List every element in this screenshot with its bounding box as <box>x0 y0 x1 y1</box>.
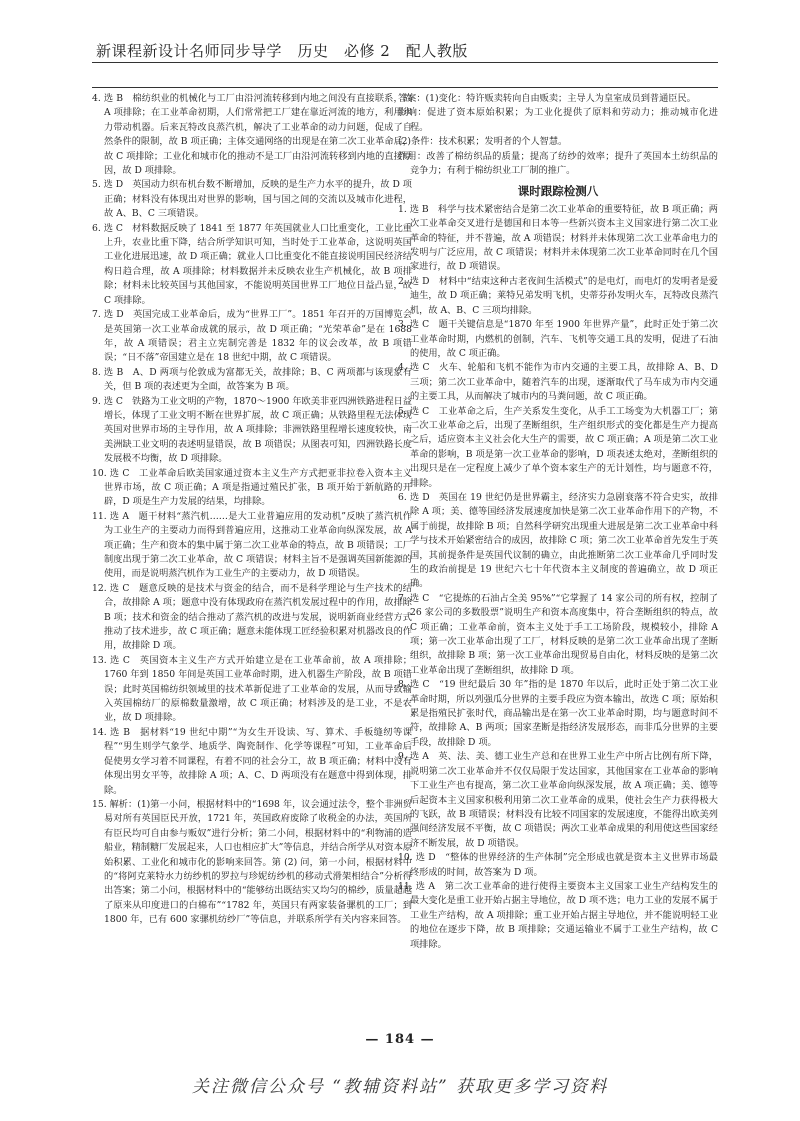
answer-item: 6. 选 C 材料数据反映了 1841 至 1877 年英国就业人口比重变化，工业比重上升，农业比重下降，结合所学知识可知，当时处于工业革命，这说明英国工业化进展迅速，故 D 项正确；就业人口比重变化不能直接说明国民经济结构日趋合理，故 A 项排除；材料数据并未反映农业生产机械化，故 B 项排除；材料未比较英国与其他国家，不能说明英国世界工厂地位日益凸显，故 C 项排除。 <box>92 222 412 306</box>
answer-item: 14. 选 B 据材料“19 世纪中期”“为女生开设读、写、算术、手板缝纫等课程”“男生则学气象学、地质学、陶瓷制作、化学等课程”可知，工业革命后促使男女学习着不同课程，有着不同的社会分工，故 B 项正确；材料中没有体现出男女平等，故排除 A 项；A、C、D 两项没有在题意中得到体现，排除。 <box>92 726 412 796</box>
footer-watermark: 关注微信公众号 “教辅资料站” 获取更多学习资料 <box>191 1077 609 1097</box>
answer-item: 11. 选 A 第二次工业革命的进行使得主要资本主义国家工业生产结构发生的最大变化是重工业开始占据主导地位，故 D 项不选；电力工业的发展不属于工业生产结构，故 A 项排除；重工业开始占据主导地位，并不能说明轻工业的地位在逐步下降，故 B 项排除；交通运输业不属于工业生产结构，故 C 项排除。 <box>398 880 718 950</box>
answer-item: 2. 选 D 材料中“结束这种古老夜间生活模式”的是电灯，而电灯的发明者是爱迪生，故 D 项正确；莱特兄弟发明飞机，史蒂芬孙发明火车，瓦特改良蒸汽机，故 A、B、C 三项均排除。 <box>398 275 718 316</box>
answer-item: 8. 选 B A、D 两项与伦敦成为富都无关，故排除；B、C 两项都与该现象有关，但 B 项的表述更为全面，故答案为 B 项。 <box>92 366 412 393</box>
page-number: — 184 — <box>365 1032 435 1047</box>
left-column <box>92 92 412 928</box>
answer-item: 7. 选 C “它提炼的石油占全美 95%”“它掌握了 14 家公司的所有权，控制了 26 家公司的多数股票”说明生产和资本高度集中，符合垄断组织的特点，故 C 项正确；工业革命前，资本主义处于手工工场阶段，规模较小，排除 A 项；第一次工业革命出现了工厂，材料反映的是第二次工业革命出现了垄断组织，故排除 B 项；第一次工业革命出现贸易自由化，材料反映的是第二次工业革命出现了垄断组织，故排除 D 项。 <box>398 592 718 676</box>
answer-item: 11. 选 A 题干材料“蒸汽机……是大工业普遍应用的发动机”反映了蒸汽机作为工业生产的主要动力而得到普遍应用，这推动工业革命向纵深发展，故 A 项正确；生产和资本的集中属于第二次工业革命的特点，故 B 项错误；工厂制度出现于第二次工业革命，故 C 项错误；材料主旨不是强调英国新能源的使用，而是说明蒸汽机作为工业生产的主要动力，故 D 项错误。 <box>92 510 412 580</box>
answer-item: 10. 选 D “整体的世界经济的生产体制”完全形成也就是资本主义世界市场最终形成的时间，故答案为 D 项。 <box>398 852 718 878</box>
answer-item: 12. 选 C 题意反映的是技术与资金的结合，而不是科学理论与生产技术的结合，故排除 A 项；题意中没有体现政府在蒸汽机发展过程中的作用，故排除 B 项；技术和资金的结合推动了蒸汽机的改进与发展，说明新商业经营方式推动了技术进步，故 C 项正确；题意未能体现工匠经验积累对机器改良的作用，故排除 D 项。 <box>92 582 412 652</box>
right-column <box>398 92 718 952</box>
answer-item: 6. 选 D 英国在 19 世纪仍是世界霸主，经济实力急剧衰落不符合史实，故排除 A 项；美、德等国经济发展速度加快是第二次工业革命作用下的产物，不属于前提，故排除 B 项；自然科学研究出现重大进展是第二次工业革命中科学与技术开始紧密结合的成因，故排除 C 项；第二次工业革命首先发生于英国，其前提条件是英国代议制的确立，由此推断第二次工业革命几乎同时发生的政治前提是 19 世纪六七十年代资本主义制度的普遍确立，故 D 项正确。 <box>398 491 718 590</box>
answer-text: 答案：(1)变化：特许贩卖转向自由贩卖；主导人为皇室成员到普通臣民。 <box>398 93 696 104</box>
answer-text: 作用：改善了棉纺织品的质量；提高了纺纱的效率；提升了英国本土纺织品的竞争力；有利于棉纺织业工厂制的推广。 <box>398 150 718 177</box>
answer-item: 1. 选 B 科学与技术紧密结合是第二次工业革命的重要特征，故 B 项正确；两次工业革命交叉进行是德国和日本等一些新兴资本主义国家进行第二次工业革命的特征，并不普遍，故 A 项错误；材料并未体现第二次工业革命电力的发明与广泛应用，故 C 项错误；材料并未体现第二次工业革命同时在几个国家进行，故 D 项错误。 <box>398 203 718 273</box>
answer-item: 10. 选 C 工业革命后欧美国家通过资本主义生产方式把亚非拉卷入资本主义世界市场，故 C 项正确；A 项是指通过殖民扩张，B 项开始于新航路的开辟，D 项是生产力发展的结果，均排除。 <box>92 467 412 508</box>
answer-item: 15. 解析：(1)第一小问，根据材料中的“1698 年，议会通过法令，整个非洲贸易对所有英国臣民开放，1721 年，英国政府废除了收税金的办法，英国所有臣民均可自由参与贩奴”进行分析；第二小问，根据材料中的“利物浦的造船业，精制糖厂发展起来，人口也相应扩大”等信息，并结合所学从对资本原始积累、工业化和城市化的影响来回答。第 (2) 问，第一小问，根据材料中的“将阿克莱特水力纺纱机的罗拉与珍妮纺纱机的移动式滑架相结合”分析得出答案；第二小问，根据材料中的“能够纺出既结实又均匀的棉纱，质量超越了原来从印度进口的白棉布”“1782 年，英国只有两家装备骡机的工厂；到 1800 年，已有 600 家骡机纺纱厂”等信息，并联系所学有关内容来回答。 <box>92 798 412 926</box>
answer-item: 8. 选 C “19 世纪最后 30 年”指的是 1870 年以后，此时正处于第二次工业革命时期，所以列强瓜分世界的主要手段应为资本输出，故选 C 项；原始积累是指殖民扩张时代，商品输出是在第一次工业革命时期，均与题意时间不符，故排除 A、B 两项；国家垄断是指经济发展形态，而非瓜分世界的主要手段，故排除 D 项。 <box>398 679 718 748</box>
answer-item: 4. 选 B 棉纺织业的机械化与工厂由沿河流转移到内地之间没有直接联系，故 A 项排除；在工业革命初期，人们常常把工厂建在靠近河流的地方，利用水力带动机器。后来瓦特改良蒸汽机，解决了工业革命的动力问题，促成了自然条件的限制，故 B 项正确；主体交通网络的出现是在第二次工业革命后，故 C 项排除；工业化和城市化的推动不是工厂由沿河流转移到内地的直接原因，故 D 项排除。 <box>92 93 412 177</box>
answer-item: 5. 选 C 工业革命之后，生产关系发生变化，从手工工场变为大机器工厂；第二次工业革命之后，出现了垄断组织，生产组织形式的变化都是生产力提高之后，适应资本主义社会化大生产的需要，故 C 项正确；A 项是第二次工业革命的影响，B 项是第一次工业革命的影响，D 项表述太绝对，垄断组织的出现只是在一定程度上减少了单个资本家生产的无计划性，均与题意不符，排除。 <box>398 405 718 489</box>
top-rule <box>92 87 718 88</box>
header-rule <box>92 62 718 63</box>
section-title: 课时跟踪检测八 <box>517 184 599 199</box>
answer-item: 7. 选 D 英国完成工业革命后，成为“世界工厂”。1851 年召开的万国博览会是英国第一次工业革命成就的展示，故 D 项正确；“光荣革命”是在 1688 年，故 A 项错误；君主立宪制完善是 1832 年的议会改革，故 B 项错误；“日不落”帝国建立是在 18 世纪中期，故 C 项错误。 <box>92 309 412 364</box>
answer-item: 9. 选 C 铁路为工业文明的产物，1870～1900 年欧美非亚四洲铁路进程日益增长，体现了工业文明不断在世界扩展，故 C 项正确；从铁路里程无法体现英国对世界市场的主导作用，故 A 项排除；非洲铁路里程增长速度较快，南美洲缺工业文明的表述明显错误，故 B 项错误；从图表可知，四洲铁路长度发展极不均衡，故 D 项排除。 <box>92 395 412 465</box>
answer-text: 影响：促进了资本原始积累；为工业化提供了原料和劳动力；推动城市化进程。 <box>398 107 718 133</box>
answer-item: 9. 选 A 英、法、美、德工业生产总和在世界工业生产中所占比例有所下降，说明第二次工业革命并不仅仅局限于发达国家，其他国家在工业革命的影响下工业生产也有提高，第二次工业革命向纵深发展，故 A 项正确；美、德等后起资本主义国家积极利用第二次工业革命的成果，使社会生产力获得极大的飞跃，故 B 项错误；材料没有比较不同国家的发展速度，不能得出欧美列强间经济发展不平衡，故 C 项错误；两次工业革命成果的利用使这些国家经济不断发展，故 D 项错误。 <box>398 751 718 849</box>
page-header: 新课程新设计名师同步导学 历史 必修 2 配人教版 <box>96 42 468 60</box>
answer-item: 5. 选 D 英国动力织布机台数不断增加，反映的是生产力水平的提升，故 D 项正确；材料没有体现出对世界的影响，国与国之间的交流以及城市化进程，故 A、B、C 三项错误。 <box>92 179 412 220</box>
answer-item: 3. 选 C 题干关键信息是“1870 年至 1900 年世界产量”，此时正处于第二次工业革命时期，内燃机的创制，汽车、飞机等交通工具的发明，促进了石油的使用，故 C 项正确。 <box>398 319 718 359</box>
answer-item: 4. 选 C 火车、轮船和飞机不能作为市内交通的主要工具，故排除 A、B、D 三项；第二次工业革命中，随着汽车的出现，逐渐取代了马车成为市内交通的主要工具，从而解决了城市内的马粪问题，故 C 项正确。 <box>398 362 718 403</box>
answer-text: (2)条件：技术积累；发明者的个人智慧。 <box>398 136 568 148</box>
answer-item: 13. 选 C 英国资本主义生产方式开始建立是在工业革命前，故 A 项排除；1760 年到 1850 年间是英国工业革命时期，进入机器生产阶段，故 B 项错误；此时英国棉纺织领域里的技术革新促进了工业革命的发展，从而导致输入英国棉纺厂的原棉数量激增，故 C 项正确；材料涉及的是工业，不是农业，故 D 项排除。 <box>92 654 412 724</box>
